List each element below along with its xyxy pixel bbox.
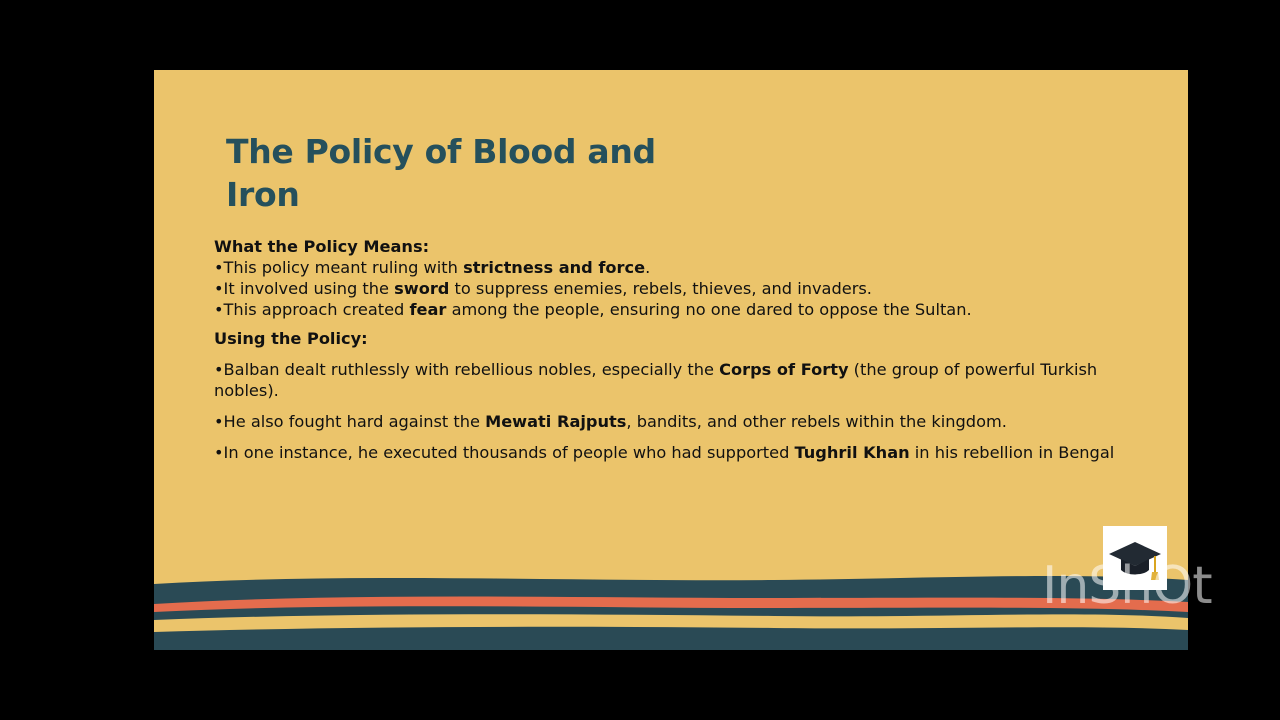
bullet-text: •He also fought hard against the xyxy=(214,412,486,431)
bullet-text: to suppress enemies, rebels, thieves, and invaders. xyxy=(449,279,872,298)
section-heading-using-policy: Using the Policy: xyxy=(214,329,368,348)
bullet-point xyxy=(214,299,1144,320)
slide-title-line-1: The Policy of Blood and xyxy=(226,132,656,171)
bullet-bold-text: Corps of Forty xyxy=(719,360,849,379)
bullet-text: •This approach created xyxy=(214,300,410,319)
bullet-point xyxy=(214,257,1144,278)
section-heading-policy-meaning: What the Policy Means: xyxy=(214,237,430,256)
bullet-point xyxy=(214,359,1144,401)
bullet-text: •In one instance, he executed thousands of people who had supported xyxy=(214,443,795,462)
presentation-slide xyxy=(154,70,1188,650)
bullet-text: •This policy meant ruling with xyxy=(214,258,464,277)
bullet-bold-text: Tughril Khan xyxy=(794,443,910,462)
bullet-text: in his rebellion in Bengal xyxy=(909,443,1115,462)
bullet-text: , bandits, and other rebels within the kingdom. xyxy=(626,412,1007,431)
bullet-text: . xyxy=(645,258,651,277)
bullet-text: among the people, ensuring no one dared to oppose the Sultan. xyxy=(446,300,972,319)
slide-content xyxy=(214,236,1144,463)
slide-title-line-2: Iron xyxy=(226,175,300,214)
app-watermark: InShOt xyxy=(1042,556,1212,616)
decorative-waves xyxy=(154,568,1188,650)
bullet-point xyxy=(214,278,1144,299)
bullet-bold-text: strictness and force xyxy=(463,258,646,277)
bullet-point xyxy=(214,411,1144,432)
bullet-point xyxy=(214,442,1144,463)
bullet-bold-text: Mewati Rajputs xyxy=(485,412,627,431)
wave-band-dark xyxy=(154,576,1188,650)
slide-title xyxy=(226,130,746,216)
bullet-text: •It involved using the xyxy=(214,279,395,298)
bullet-text: •Balban dealt ruthlessly with rebellious nobles, especially the xyxy=(214,360,720,379)
bullet-bold-text: sword xyxy=(394,279,450,298)
bullet-text: (the group of powerful Turkish nobles). xyxy=(214,360,1098,400)
bullet-bold-text: fear xyxy=(409,300,447,319)
